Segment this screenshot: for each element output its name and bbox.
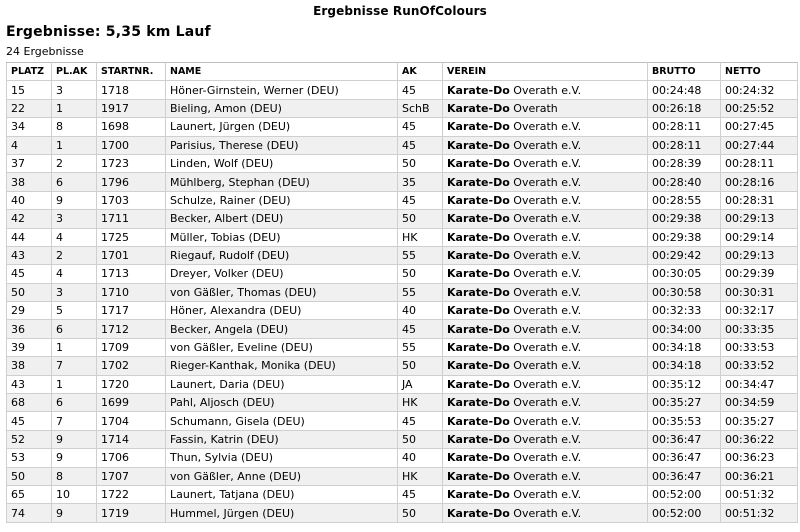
cell-platz: 4 (7, 136, 52, 154)
cell-plak: 6 (52, 173, 97, 191)
cell-netto: 00:34:47 (721, 375, 798, 393)
cell-platz: 22 (7, 99, 52, 117)
cell-startnr: 1706 (97, 449, 166, 467)
club-name-rest: Overath e.V. (513, 396, 582, 410)
cell-verein (443, 191, 648, 209)
cell-name: Fassin, Katrin (DEU) (166, 430, 398, 448)
cell-verein (443, 485, 648, 503)
cell-brutto: 00:30:05 (648, 265, 721, 283)
cell-startnr: 1722 (97, 485, 166, 503)
cell-brutto: 00:36:47 (648, 467, 721, 485)
cell-netto: 00:28:11 (721, 154, 798, 172)
club-name-bold: Karate-Do (447, 175, 510, 189)
club-name-rest: Overath e.V. (513, 83, 582, 97)
cell-name: Launert, Daria (DEU) (166, 375, 398, 393)
cell-name: Hummel, Jürgen (DEU) (166, 504, 398, 522)
cell-ak: 40 (398, 302, 443, 320)
table-row[interactable] (7, 467, 798, 485)
cell-netto: 00:29:13 (721, 246, 798, 264)
club-name-rest: Overath e.V. (513, 341, 582, 355)
club-name-rest: Overath e.V. (513, 488, 582, 502)
result-count: 24 Ergebnisse (6, 45, 84, 58)
cell-brutto: 00:28:11 (648, 118, 721, 136)
col-header-brutto[interactable]: BRUTTO (648, 63, 721, 81)
cell-brutto: 00:35:12 (648, 375, 721, 393)
cell-platz: 43 (7, 375, 52, 393)
cell-name: Bieling, Amon (DEU) (166, 99, 398, 117)
cell-ak: 50 (398, 430, 443, 448)
cell-name: Launert, Tatjana (DEU) (166, 485, 398, 503)
cell-ak: 45 (398, 191, 443, 209)
cell-startnr: 1719 (97, 504, 166, 522)
cell-verein (443, 504, 648, 522)
cell-startnr: 1725 (97, 228, 166, 246)
cell-startnr: 1717 (97, 302, 166, 320)
cell-verein (443, 246, 648, 264)
cell-startnr: 1707 (97, 467, 166, 485)
club-name-bold: Karate-Do (447, 488, 510, 502)
club-name-rest: Overath e.V. (513, 230, 582, 244)
cell-plak: 4 (52, 265, 97, 283)
cell-startnr: 1720 (97, 375, 166, 393)
table-row[interactable] (7, 375, 798, 393)
club-name-rest: Overath e.V. (513, 377, 582, 391)
cell-startnr: 1710 (97, 283, 166, 301)
cell-verein (443, 449, 648, 467)
cell-platz: 65 (7, 485, 52, 503)
cell-netto: 00:33:35 (721, 320, 798, 338)
cell-netto: 00:36:22 (721, 430, 798, 448)
table-row[interactable] (7, 283, 798, 301)
cell-startnr: 1699 (97, 394, 166, 412)
club-name-bold: Karate-Do (447, 341, 510, 355)
cell-verein (443, 320, 648, 338)
cell-plak: 4 (52, 228, 97, 246)
cell-startnr: 1704 (97, 412, 166, 430)
cell-verein (443, 154, 648, 172)
club-name-bold: Karate-Do (447, 285, 510, 299)
club-name-bold: Karate-Do (447, 120, 510, 134)
cell-brutto: 00:28:11 (648, 136, 721, 154)
table-row[interactable] (7, 173, 798, 191)
cell-name: Thun, Sylvia (DEU) (166, 449, 398, 467)
cell-startnr: 1917 (97, 99, 166, 117)
cell-brutto: 00:36:47 (648, 430, 721, 448)
cell-netto: 00:28:16 (721, 173, 798, 191)
table-row[interactable] (7, 210, 798, 228)
cell-startnr: 1702 (97, 357, 166, 375)
cell-verein (443, 265, 648, 283)
cell-plak: 8 (52, 118, 97, 136)
cell-verein (443, 394, 648, 412)
cell-platz: 36 (7, 320, 52, 338)
cell-netto: 00:30:31 (721, 283, 798, 301)
cell-brutto: 00:52:00 (648, 485, 721, 503)
club-name-rest: Overath e.V. (513, 157, 582, 171)
cell-startnr: 1703 (97, 191, 166, 209)
cell-brutto: 00:52:00 (648, 504, 721, 522)
page-title: Ergebnisse RunOfColours (313, 4, 487, 18)
club-name-bold: Karate-Do (447, 414, 510, 428)
cell-plak: 9 (52, 449, 97, 467)
table-row[interactable] (7, 228, 798, 246)
club-name-rest: Overath e.V. (513, 285, 582, 299)
club-name-bold: Karate-Do (447, 359, 510, 373)
col-header-plak[interactable]: PL.AK (52, 63, 97, 81)
cell-platz: 45 (7, 412, 52, 430)
cell-ak: HK (398, 467, 443, 485)
cell-plak: 7 (52, 412, 97, 430)
cell-name: von Gäßler, Eveline (DEU) (166, 338, 398, 356)
table-row[interactable] (7, 81, 798, 99)
cell-platz: 68 (7, 394, 52, 412)
cell-name: Mühlberg, Stephan (DEU) (166, 173, 398, 191)
club-name-rest: Overath e.V. (513, 193, 582, 207)
cell-platz: 39 (7, 338, 52, 356)
cell-netto: 00:25:52 (721, 99, 798, 117)
cell-ak: 55 (398, 338, 443, 356)
col-header-startnr[interactable]: STARTNR. (97, 63, 166, 81)
club-name-rest: Overath e.V. (513, 138, 582, 152)
cell-plak: 6 (52, 394, 97, 412)
cell-verein (443, 375, 648, 393)
table-row[interactable] (7, 485, 798, 503)
cell-verein (443, 302, 648, 320)
cell-ak: 35 (398, 173, 443, 191)
cell-ak: SchB (398, 99, 443, 117)
cell-netto: 00:29:14 (721, 228, 798, 246)
cell-plak: 2 (52, 246, 97, 264)
club-name-bold: Karate-Do (447, 249, 510, 263)
col-header-netto[interactable]: NETTO (721, 63, 798, 81)
club-name-rest: Overath e.V. (513, 212, 582, 226)
cell-name: von Gäßler, Thomas (DEU) (166, 283, 398, 301)
cell-startnr: 1709 (97, 338, 166, 356)
cell-plak: 3 (52, 283, 97, 301)
club-name-bold: Karate-Do (447, 396, 510, 410)
cell-platz: 52 (7, 430, 52, 448)
cell-verein (443, 118, 648, 136)
cell-verein (443, 430, 648, 448)
cell-startnr: 1713 (97, 265, 166, 283)
club-name-rest: Overath e.V. (513, 267, 582, 281)
cell-plak: 3 (52, 210, 97, 228)
cell-ak: 50 (398, 154, 443, 172)
club-name-bold: Karate-Do (447, 157, 510, 171)
cell-ak: HK (398, 394, 443, 412)
cell-netto: 00:27:44 (721, 136, 798, 154)
cell-platz: 15 (7, 81, 52, 99)
table-row[interactable] (7, 449, 798, 467)
table-row[interactable] (7, 118, 798, 136)
cell-platz: 50 (7, 467, 52, 485)
club-name-bold: Karate-Do (447, 83, 510, 97)
club-name-rest: Overath e.V. (513, 506, 582, 520)
table-row[interactable] (7, 246, 798, 264)
cell-platz: 38 (7, 357, 52, 375)
cell-platz: 37 (7, 154, 52, 172)
results-heading: Ergebnisse: 5,35 km Lauf (6, 24, 211, 40)
cell-netto: 00:24:32 (721, 81, 798, 99)
cell-ak: HK (398, 228, 443, 246)
cell-name: Schulze, Rainer (DEU) (166, 191, 398, 209)
cell-brutto: 00:26:18 (648, 99, 721, 117)
table-row[interactable] (7, 504, 798, 522)
cell-brutto: 00:29:38 (648, 228, 721, 246)
cell-name: Rieger-Kanthak, Monika (DEU) (166, 357, 398, 375)
cell-platz: 43 (7, 246, 52, 264)
cell-plak: 5 (52, 302, 97, 320)
cell-ak: 50 (398, 357, 443, 375)
cell-plak: 1 (52, 136, 97, 154)
cell-brutto: 00:24:48 (648, 81, 721, 99)
cell-name: Riegauf, Rudolf (DEU) (166, 246, 398, 264)
cell-netto: 00:28:31 (721, 191, 798, 209)
cell-name: Höner-Girnstein, Werner (DEU) (166, 81, 398, 99)
cell-ak: 45 (398, 412, 443, 430)
results-body (7, 81, 798, 522)
table-row[interactable] (7, 430, 798, 448)
cell-plak: 9 (52, 191, 97, 209)
cell-name: Becker, Albert (DEU) (166, 210, 398, 228)
table-row[interactable] (7, 154, 798, 172)
cell-netto: 00:33:52 (721, 357, 798, 375)
cell-verein (443, 81, 648, 99)
cell-brutto: 00:30:58 (648, 283, 721, 301)
table-row[interactable] (7, 320, 798, 338)
club-name-bold: Karate-Do (447, 451, 510, 465)
cell-brutto: 00:28:39 (648, 154, 721, 172)
cell-netto: 00:29:39 (721, 265, 798, 283)
cell-platz: 29 (7, 302, 52, 320)
cell-startnr: 1718 (97, 81, 166, 99)
cell-netto: 00:32:17 (721, 302, 798, 320)
cell-startnr: 1711 (97, 210, 166, 228)
club-name-bold: Karate-Do (447, 267, 510, 281)
cell-netto: 00:34:59 (721, 394, 798, 412)
table-row[interactable] (7, 136, 798, 154)
cell-brutto: 00:29:42 (648, 246, 721, 264)
cell-name: Müller, Tobias (DEU) (166, 228, 398, 246)
cell-brutto: 00:35:53 (648, 412, 721, 430)
club-name-rest: Overath e.V. (513, 469, 582, 483)
cell-plak: 1 (52, 375, 97, 393)
table-row[interactable] (7, 338, 798, 356)
cell-platz: 53 (7, 449, 52, 467)
cell-name: Dreyer, Volker (DEU) (166, 265, 398, 283)
cell-plak: 3 (52, 81, 97, 99)
table-row[interactable] (7, 191, 798, 209)
table-row[interactable] (7, 99, 798, 117)
cell-netto: 00:36:23 (721, 449, 798, 467)
club-name-bold: Karate-Do (447, 377, 510, 391)
cell-name: Höner, Alexandra (DEU) (166, 302, 398, 320)
col-header-verein[interactable]: VEREIN (443, 63, 648, 81)
club-name-rest: Overath e.V. (513, 359, 582, 373)
cell-verein (443, 467, 648, 485)
cell-verein (443, 136, 648, 154)
cell-ak: 55 (398, 283, 443, 301)
cell-name: Parisius, Therese (DEU) (166, 136, 398, 154)
cell-ak: 45 (398, 485, 443, 503)
cell-plak: 10 (52, 485, 97, 503)
cell-plak: 2 (52, 154, 97, 172)
cell-brutto: 00:34:18 (648, 357, 721, 375)
table-header-row (7, 63, 798, 81)
cell-name: Launert, Jürgen (DEU) (166, 118, 398, 136)
cell-plak: 1 (52, 338, 97, 356)
table-row[interactable] (7, 265, 798, 283)
club-name-bold: Karate-Do (447, 230, 510, 244)
cell-plak: 7 (52, 357, 97, 375)
cell-ak: 45 (398, 136, 443, 154)
cell-plak: 1 (52, 99, 97, 117)
table-row[interactable] (7, 302, 798, 320)
cell-startnr: 1698 (97, 118, 166, 136)
club-name-bold: Karate-Do (447, 138, 510, 152)
club-name-rest: Overath e.V. (513, 322, 582, 336)
cell-verein (443, 210, 648, 228)
cell-netto: 00:51:32 (721, 485, 798, 503)
cell-brutto: 00:28:40 (648, 173, 721, 191)
cell-ak: 45 (398, 320, 443, 338)
cell-ak: 50 (398, 265, 443, 283)
table-row[interactable] (7, 357, 798, 375)
cell-plak: 8 (52, 467, 97, 485)
cell-startnr: 1700 (97, 136, 166, 154)
cell-platz: 34 (7, 118, 52, 136)
table-row[interactable] (7, 412, 798, 430)
club-name-rest: Overath e.V. (513, 414, 582, 428)
cell-netto: 00:51:32 (721, 504, 798, 522)
cell-netto: 00:35:27 (721, 412, 798, 430)
cell-brutto: 00:29:38 (648, 210, 721, 228)
club-name-rest: Overath e.V. (513, 120, 582, 134)
cell-verein (443, 412, 648, 430)
cell-brutto: 00:28:55 (648, 191, 721, 209)
cell-platz: 40 (7, 191, 52, 209)
cell-netto: 00:33:53 (721, 338, 798, 356)
cell-name: Pahl, Aljosch (DEU) (166, 394, 398, 412)
cell-name: Linden, Wolf (DEU) (166, 154, 398, 172)
cell-name: von Gäßler, Anne (DEU) (166, 467, 398, 485)
cell-verein (443, 99, 648, 117)
cell-platz: 74 (7, 504, 52, 522)
cell-name: Becker, Angela (DEU) (166, 320, 398, 338)
cell-startnr: 1712 (97, 320, 166, 338)
cell-ak: 50 (398, 210, 443, 228)
cell-verein (443, 173, 648, 191)
club-name-bold: Karate-Do (447, 101, 510, 115)
cell-netto: 00:27:45 (721, 118, 798, 136)
club-name-rest: Overath e.V. (513, 175, 582, 189)
cell-platz: 45 (7, 265, 52, 283)
club-name-bold: Karate-Do (447, 322, 510, 336)
col-header-platz[interactable]: PLATZ (7, 63, 52, 81)
col-header-ak[interactable]: AK (398, 63, 443, 81)
club-name-bold: Karate-Do (447, 212, 510, 226)
cell-plak: 9 (52, 430, 97, 448)
club-name-rest: Overath e.V. (513, 451, 582, 465)
cell-verein (443, 283, 648, 301)
cell-brutto: 00:36:47 (648, 449, 721, 467)
cell-brutto: 00:32:33 (648, 302, 721, 320)
cell-ak: 45 (398, 81, 443, 99)
cell-verein (443, 338, 648, 356)
cell-name: Schumann, Gisela (DEU) (166, 412, 398, 430)
cell-brutto: 00:35:27 (648, 394, 721, 412)
cell-brutto: 00:34:00 (648, 320, 721, 338)
club-name-bold: Karate-Do (447, 193, 510, 207)
club-name-rest: Overath e.V. (513, 304, 582, 318)
cell-brutto: 00:34:18 (648, 338, 721, 356)
club-name-rest: Overath e.V. (513, 433, 582, 446)
cell-startnr: 1714 (97, 430, 166, 448)
cell-ak: 45 (398, 118, 443, 136)
club-name-bold: Karate-Do (447, 469, 510, 483)
cell-netto: 00:36:21 (721, 467, 798, 485)
col-header-name[interactable]: NAME (166, 63, 398, 81)
club-name-bold: Karate-Do (447, 433, 510, 446)
cell-platz: 44 (7, 228, 52, 246)
club-name-rest: Overath e.V. (513, 249, 582, 263)
cell-platz: 50 (7, 283, 52, 301)
cell-ak: 55 (398, 246, 443, 264)
cell-plak: 9 (52, 504, 97, 522)
table-row[interactable] (7, 394, 798, 412)
club-name-bold: Karate-Do (447, 506, 510, 520)
cell-ak: JA (398, 375, 443, 393)
cell-ak: 50 (398, 504, 443, 522)
cell-plak: 6 (52, 320, 97, 338)
cell-netto: 00:29:13 (721, 210, 798, 228)
club-name-rest: Overath (513, 101, 558, 115)
cell-startnr: 1796 (97, 173, 166, 191)
cell-startnr: 1723 (97, 154, 166, 172)
cell-platz: 38 (7, 173, 52, 191)
cell-verein (443, 228, 648, 246)
cell-platz: 42 (7, 210, 52, 228)
cell-startnr: 1701 (97, 246, 166, 264)
club-name-bold: Karate-Do (447, 304, 510, 318)
cell-verein (443, 357, 648, 375)
cell-ak: 40 (398, 449, 443, 467)
results-table (6, 62, 798, 523)
